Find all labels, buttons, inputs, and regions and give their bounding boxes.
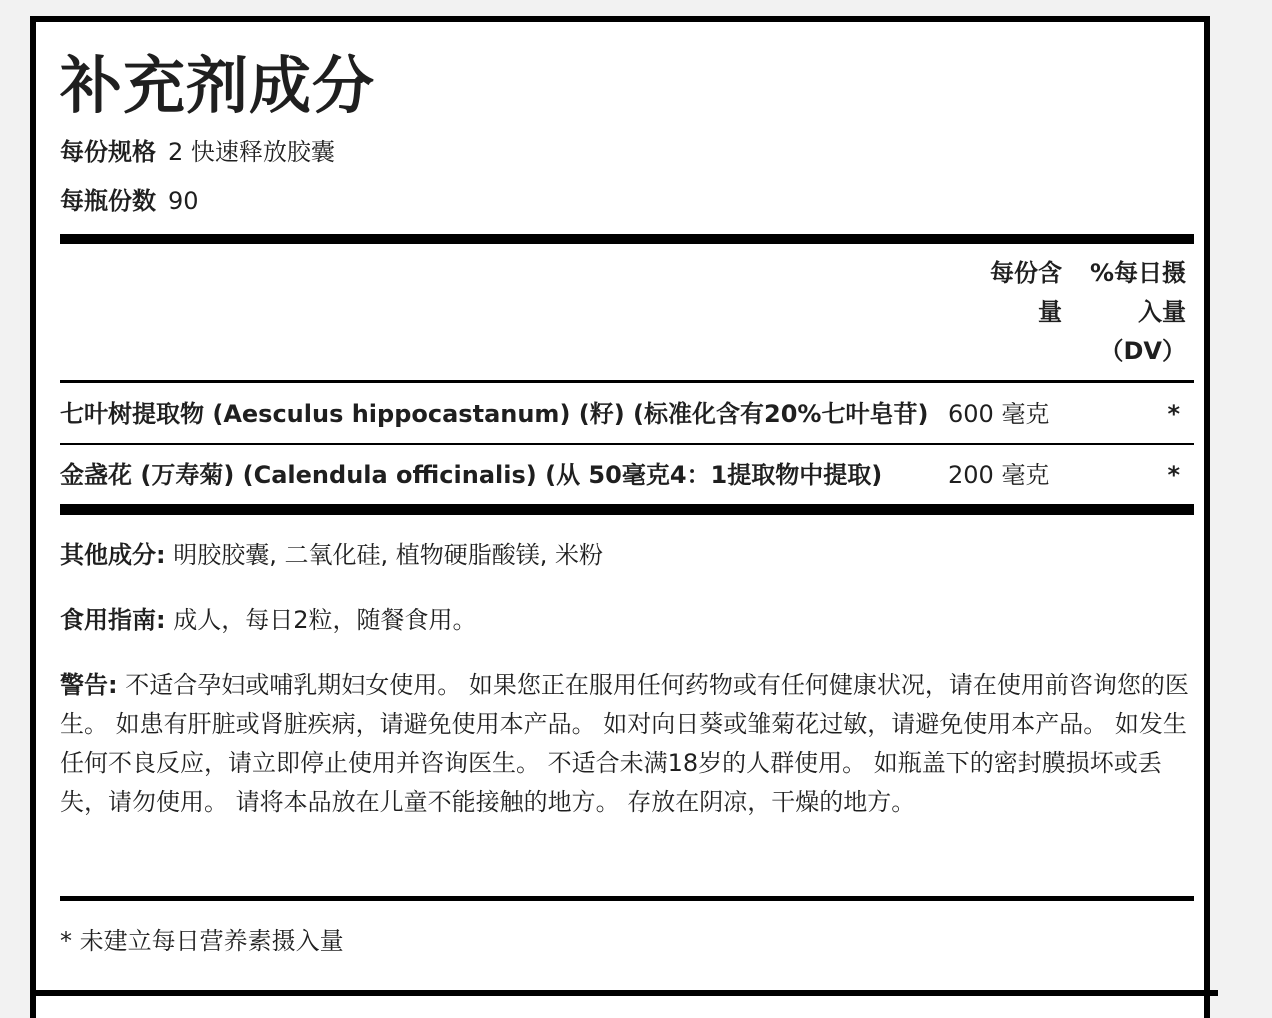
footnote-divider (60, 896, 1194, 901)
header-amount-per-serving: 每份含量 (990, 259, 1062, 326)
ingredient-daily-value: * (1167, 400, 1180, 428)
ingredient-amount: 200 毫克 (948, 461, 1050, 489)
ingredient-row (60, 384, 1194, 444)
panel-title: 补充剂成分 (60, 49, 376, 122)
warning-text: 不适合孕妇或哺乳期妇女使用。 如果您正在服用任何药物或有任何健康状况，请在使用前咨询您的医生。 如患有肝脏或肾脏疾病，请避免使用本产品。 如对向日葵或雏菊花过敏，请避免使用本产品。 如发生任何不良反应，请立即停止使用并咨询医生。 不适合未满18岁的人群使用。 如瓶盖下的密封膜损坏或丢失，请勿使用。 请将本品放在儿童不能接触的地方。 存放在阴凉，干燥的地方。 (60, 671, 1189, 816)
servings-per-container-row (60, 185, 199, 217)
serving-size-row (60, 136, 335, 168)
serving-size-label: 每份规格 (60, 138, 156, 166)
thick-divider-bottom (60, 504, 1194, 515)
panel-bottom-border (30, 990, 1218, 996)
other-ingredients-text: 明胶胶囊, 二氧化硅, 植物硬脂酸镁, 米粉 (165, 541, 604, 569)
header-divider (60, 380, 1194, 383)
header-daily-value: %每日摄入量（DV） (1089, 259, 1186, 365)
ingredient-name: 七叶树提取物 (Aesculus hippocastanum) (籽) (标准化含有20%七叶皂苷) (60, 400, 929, 428)
servings-per-container-label: 每瓶份数 (60, 187, 156, 215)
directions-text: 成人，每日2粒，随餐食用。 (165, 606, 477, 634)
warning (60, 666, 1194, 822)
warning-label: 警告: (60, 671, 118, 699)
supplement-facts-panel (30, 16, 1210, 1018)
directions-label: 食用指南: (60, 606, 166, 634)
ingredient-name: 金盏花 (万寿菊) (Calendula officinalis) (从 50毫克4：1提取物中提取) (60, 461, 883, 489)
ingredient-row (60, 445, 1194, 505)
other-ingredients (60, 536, 1194, 575)
servings-per-container-value: 90 (168, 187, 199, 215)
ingredient-amount: 600 毫克 (948, 400, 1050, 428)
directions (60, 601, 1194, 640)
serving-size-value: 2 快速释放胶囊 (168, 138, 335, 166)
daily-value-footnote: * 未建立每日营养素摄入量 (60, 927, 344, 955)
ingredient-daily-value: * (1167, 461, 1180, 489)
other-ingredients-label: 其他成分: (60, 541, 166, 569)
thick-divider-top (60, 234, 1194, 244)
